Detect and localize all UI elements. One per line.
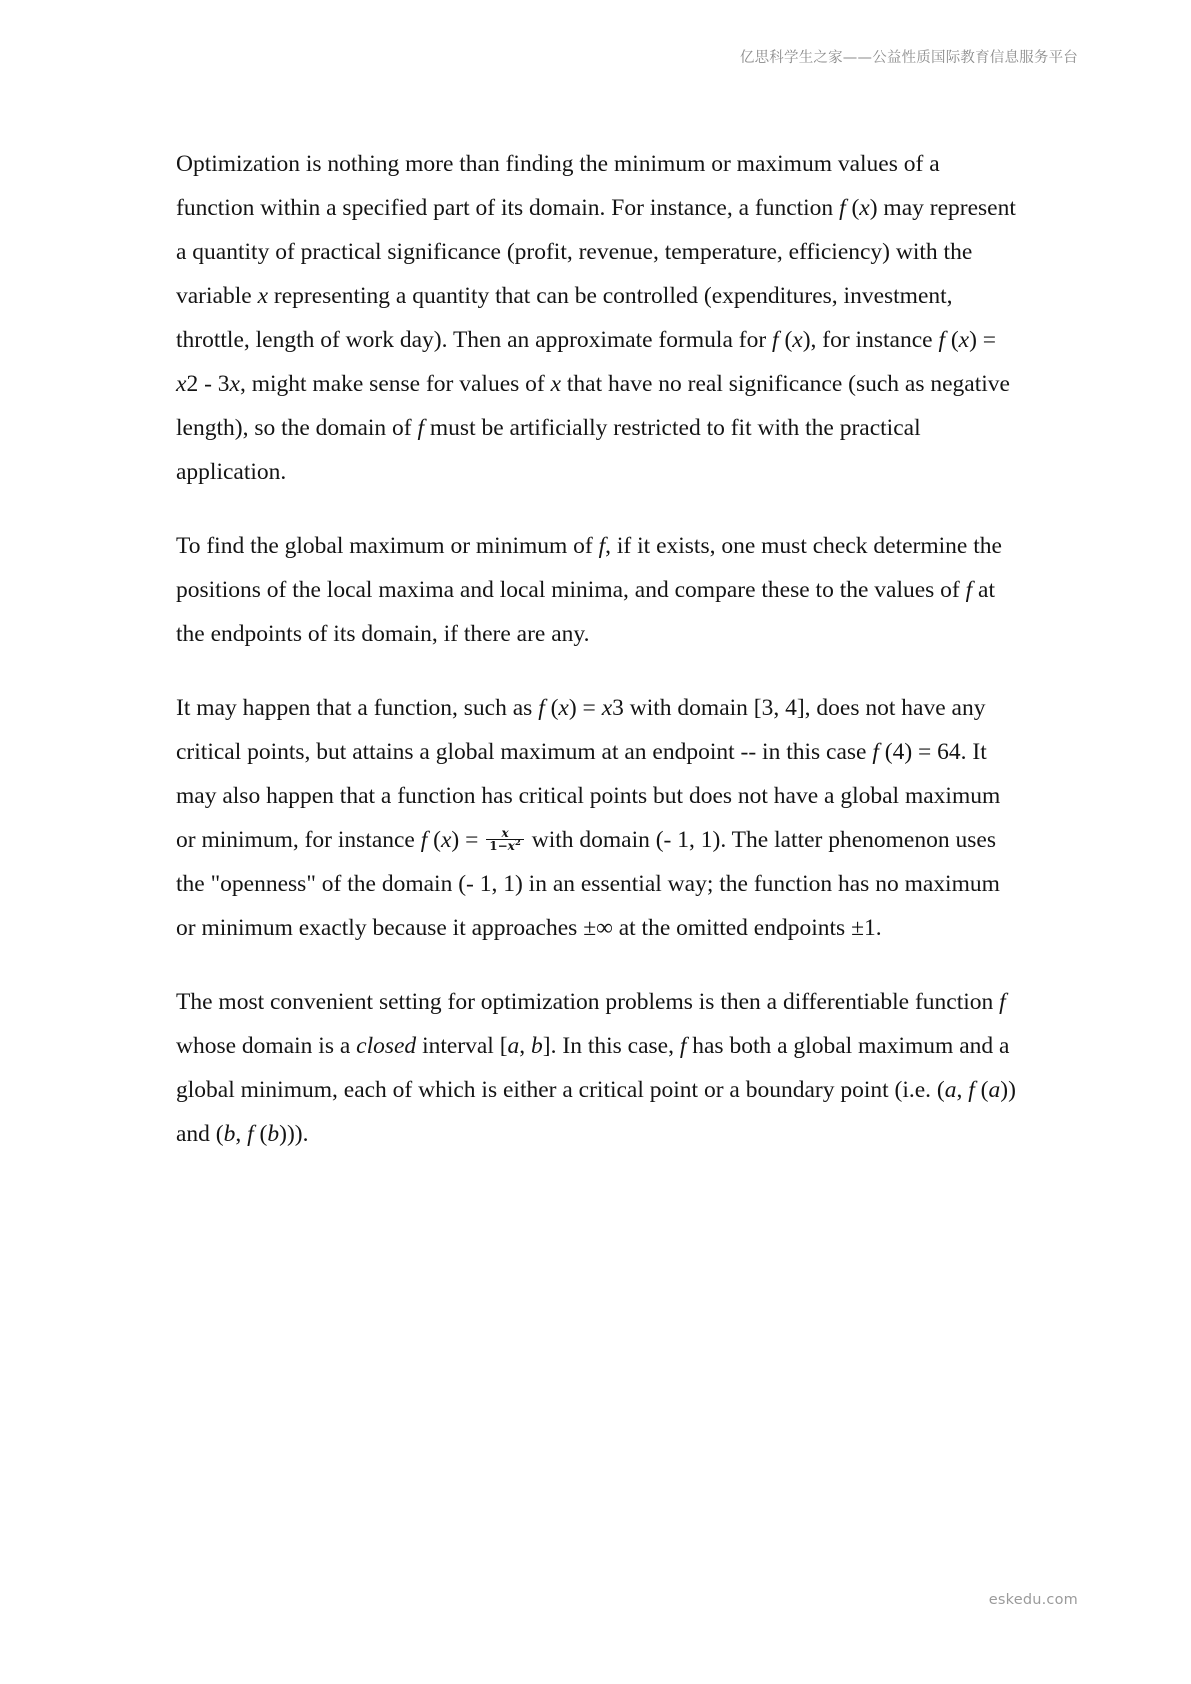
math-var-a: a (944, 1077, 957, 1103)
text-run: representing a quantity that can be controlled (expenditures, investment, throttle, length of work day). Then an approximate formula for (176, 283, 953, 353)
math-var-a: a (507, 1033, 520, 1059)
math-var-x: x (859, 195, 870, 221)
text-run: ( (253, 1121, 268, 1147)
text-run: Optimization is nothing more than finding the minimum or maximum values of a function within a specified part of its domain. For instance, a function (176, 151, 940, 221)
math-var-a: a (988, 1077, 1001, 1103)
math-var-x: x (176, 371, 187, 397)
text-run: , (519, 1033, 532, 1059)
denominator-prefix: 1− (489, 839, 508, 854)
text-run: ), for instance (802, 327, 939, 353)
text-run: ( (845, 195, 860, 221)
text-run: whose domain is a (176, 1033, 357, 1059)
text-run: ) = (969, 327, 997, 353)
paragraph-3 (176, 686, 1016, 950)
math-var-x: x (792, 327, 803, 353)
text-run: )) and ( (176, 1077, 1016, 1147)
math-var-f: f (417, 415, 425, 441)
text-run: must be artificially restricted to fit with the practical application. (176, 415, 921, 485)
math-var-f: f (598, 533, 606, 559)
text-run: with domain (- 1, 1). The latter phenomenon uses the "openness" of the domain (- 1, 1) in an essential way; the function has no maximum or minimum exactly because it approaches ±∞ at the omitted endpoints ±1. (176, 827, 1000, 941)
text-run: , might make sense for values of (239, 371, 551, 397)
math-fraction (486, 827, 524, 853)
text-run: interval [ (416, 1033, 508, 1059)
math-var-f: f (420, 827, 428, 853)
math-var-f: f (247, 1121, 254, 1147)
fraction-denominator (486, 839, 524, 853)
denominator-exponent: 2 (514, 838, 521, 849)
document-body (176, 142, 1016, 1156)
math-var-f: f (772, 327, 779, 353)
text-run: ( (974, 1077, 989, 1103)
text-run: ( (778, 327, 793, 353)
paragraph-2 (176, 524, 1016, 656)
math-var-x: x (257, 283, 268, 309)
text-run: , (235, 1121, 248, 1147)
math-var-x: x (958, 327, 970, 353)
math-var-f: f (679, 1033, 687, 1059)
text-run: ( (544, 695, 559, 721)
text-run: that have no real significance (such as negative length), so the domain of (176, 371, 1010, 441)
text-run: ( (427, 827, 441, 853)
math-var-b: b (267, 1121, 280, 1147)
text-run: at the endpoints of its domain, if there are any. (176, 577, 996, 647)
math-var-f: f (999, 989, 1006, 1015)
text-run: It may happen that a function, such as (176, 695, 539, 721)
math-var-x: x (550, 371, 562, 397)
math-var-f: f (968, 1077, 975, 1103)
text-run: ) = (568, 695, 602, 721)
denominator-variable: x (507, 839, 515, 854)
text-run: ) may represent a quantity of practical significance (profit, revenue, temperature, efficiency) with the variable (176, 195, 1016, 309)
paragraph-4 (176, 980, 1016, 1156)
text-run: To find the global maximum or minimum of (176, 533, 599, 559)
math-var-b: b (531, 1033, 543, 1059)
math-var-b: b (223, 1121, 236, 1147)
text-run: 2 - 3 (186, 371, 230, 397)
fraction-numerator: x (501, 825, 509, 840)
text-run: (4) = 64. It may also happen that a function has critical points but does not have a global maximum or minimum, for instance (176, 739, 1001, 853)
page-header: 亿思科学生之家——公益性质国际教育信息服务平台 (739, 50, 1078, 66)
math-var-x: x (229, 371, 240, 397)
text-run: ]. In this case, (542, 1033, 680, 1059)
math-var-f: f (938, 327, 945, 353)
math-var-f: f (538, 695, 545, 721)
math-var-x: x (440, 827, 452, 853)
text-run: ))). (279, 1121, 309, 1147)
text-run: ) = (451, 827, 485, 853)
page-footer: eskedu.com (988, 1592, 1078, 1608)
math-var-x: x (558, 695, 569, 721)
text-run: has both a global maximum and a global minimum, each of which is either a critical point or a boundary point (i.e. ( (176, 1033, 1010, 1103)
emphasis-closed: closed (356, 1033, 417, 1059)
text-run: , if it exists, one must check determine the positions of the local maxima and local minima, and compare these to the values of (176, 533, 1002, 603)
math-var-f: f (872, 739, 879, 765)
text-run: The most convenient setting for optimization problems is then a differentiable function (176, 989, 1000, 1015)
paragraph-1 (176, 142, 1016, 494)
math-var-f: f (965, 577, 973, 603)
math-var-x: x (601, 695, 613, 721)
text-run: ( (944, 327, 959, 353)
math-var-f: f (839, 195, 846, 221)
text-run: , (956, 1077, 969, 1103)
text-run: 3 with domain [3, 4], does not have any critical points, but attains a global maximum at an endpoint -- in this case (176, 695, 986, 765)
